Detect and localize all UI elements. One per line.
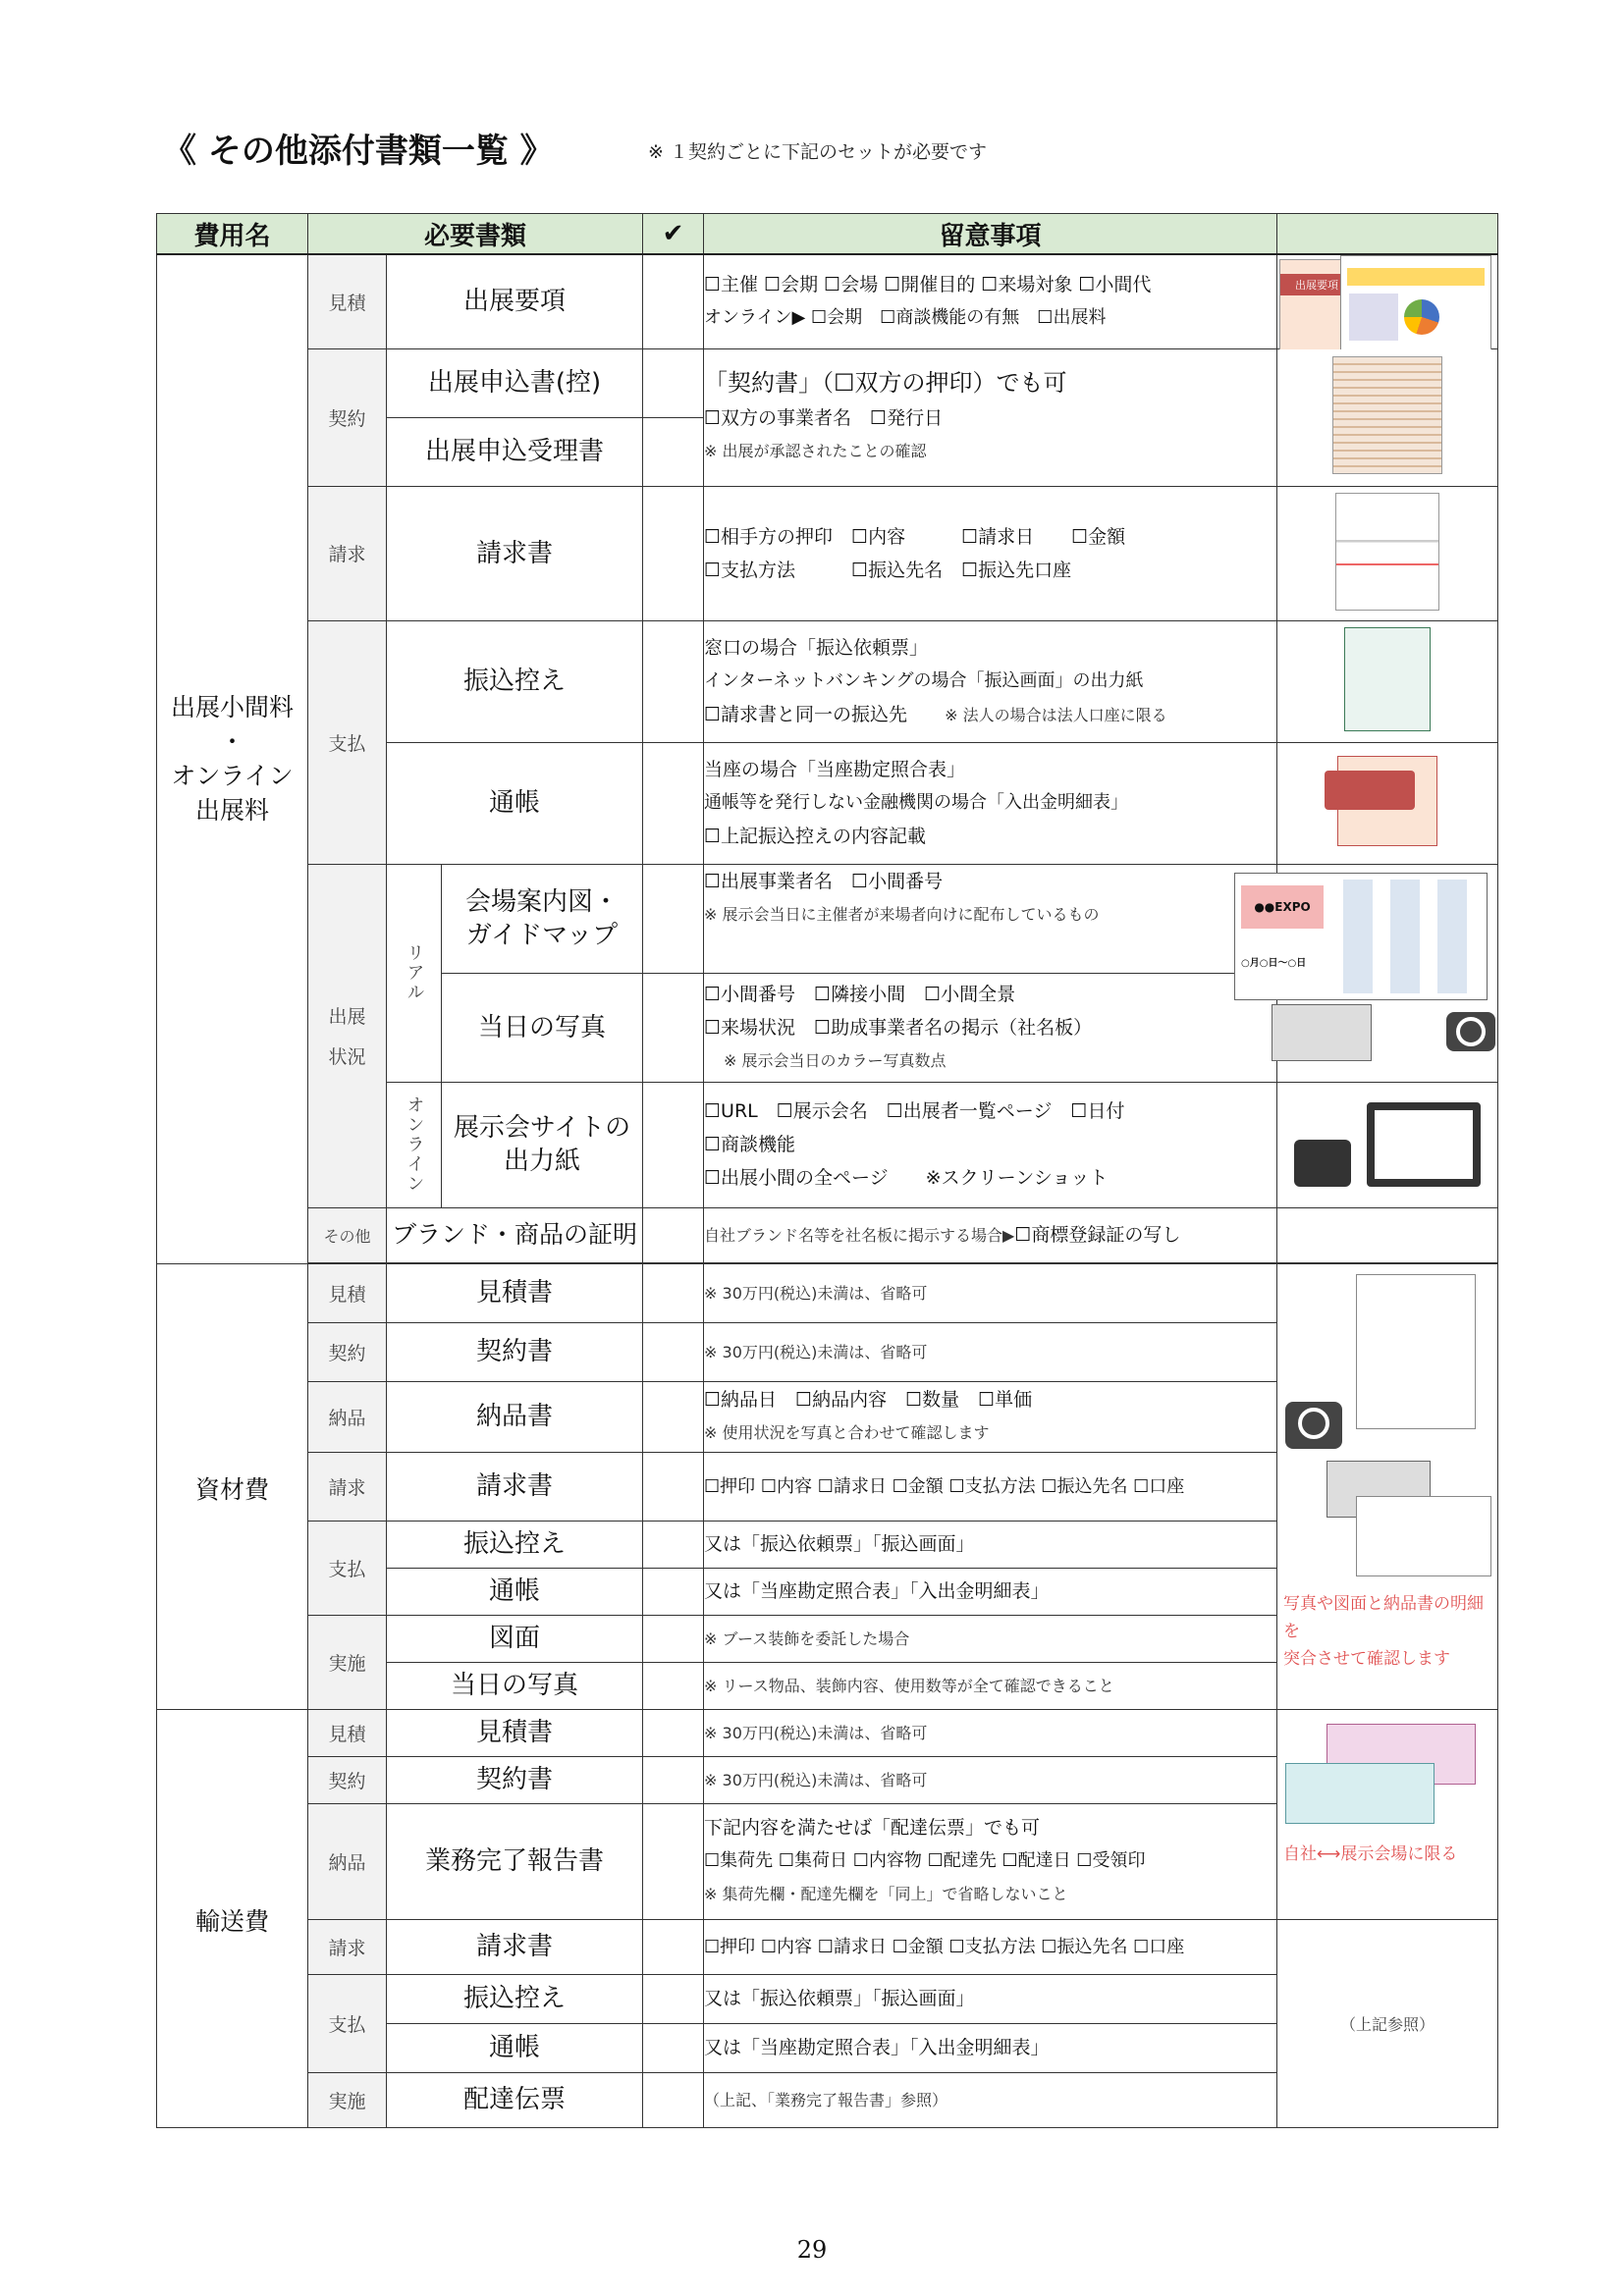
doc-name: 通帳 (387, 742, 643, 864)
table-row (157, 1919, 1498, 1974)
phase-sonota: その他 (308, 1207, 387, 1262)
check-cell[interactable] (643, 1756, 704, 1803)
delivery-note-image (1356, 1274, 1476, 1429)
image-cell (1277, 742, 1498, 864)
application-form-image (1332, 356, 1442, 474)
table-row (157, 1207, 1498, 1262)
doc-name: ブランド・商品の証明 (387, 1207, 643, 1262)
image-cell (1277, 1082, 1498, 1207)
memo-cell: 窓口の場合「振込依頼票」 インターネットバンキングの場合「振込画面」の出力紙 ☐請求書と同一の振込先 ※ 法人の場合は法人口座に限る (704, 620, 1277, 742)
phase-jisshi: 実施 (308, 2072, 387, 2127)
table-header (157, 214, 1498, 255)
phase-shutten: 出展 状況 (308, 864, 387, 1207)
check-cell[interactable] (643, 1521, 704, 1568)
image-cell (1277, 620, 1498, 742)
doc-name: 契約書 (387, 1322, 643, 1381)
invoice-image (1335, 493, 1439, 611)
check-cell[interactable] (643, 620, 704, 742)
check-cell[interactable] (643, 1709, 704, 1756)
doc-name: 見積書 (387, 1709, 643, 1756)
check-cell[interactable] (643, 1322, 704, 1381)
phase-jisshi: 実施 (308, 1615, 387, 1709)
memo-cell: ☐押印 ☐内容 ☐請求日 ☐金額 ☐支払方法 ☐振込先名 ☐口座 (704, 1452, 1277, 1521)
category-materials: 資材費 (157, 1263, 308, 1709)
check-cell[interactable] (643, 1207, 704, 1262)
phase-nohin: 納品 (308, 1803, 387, 1919)
memo-cell: ☐URL ☐展示会名 ☐出展者一覧ページ ☐日付 ☐商談機能 ☐出展小間の全ページ ※スクリーンショット (704, 1082, 1277, 1207)
memo-cell: 当座の場合「当座勘定照合表」 通帳等を発行しない金融機関の場合「入出金明細表」 ☐上記振込控えの内容記載 (704, 742, 1277, 864)
check-cell[interactable] (643, 1662, 704, 1709)
phase-seikyu: 請求 (308, 1452, 387, 1521)
phase-keiyaku: 契約 (308, 1756, 387, 1803)
phase-shiharai: 支払 (308, 1521, 387, 1615)
memo-cell: 又は「当座勘定照合表」「入出金明細表」 (704, 2023, 1277, 2072)
header-memo: 留意事項 (704, 214, 1277, 255)
memo-cell: 「契約書」（☐双方の押印）でも可 ☐双方の事業者名 ☐発行日 ※ 出展が承認されたことの確認 (704, 348, 1277, 486)
phase-seikyu: 請求 (308, 486, 387, 620)
doc-name: 業務完了報告書 (387, 1803, 643, 1919)
image-cell: （上記参照） (1277, 1919, 1498, 2127)
check-cell[interactable] (643, 2023, 704, 2072)
page-number: 29 (796, 2236, 828, 2264)
table-row (157, 620, 1498, 742)
check-cell[interactable] (643, 486, 704, 620)
doc-name: 当日の写真 (387, 1662, 643, 1709)
sub-online: オンライン (387, 1082, 442, 1207)
check-cell[interactable] (643, 417, 704, 486)
doc-name: 納品書 (387, 1381, 643, 1452)
doc-name: 請求書 (387, 486, 643, 620)
materials-image-note: 写真や図面と納品書の明細を 突合させて確認します (1283, 1593, 1485, 1669)
camera-icon (1285, 1402, 1342, 1449)
memo-cell: ☐押印 ☐内容 ☐請求日 ☐金額 ☐支払方法 ☐振込先名 ☐口座 (704, 1919, 1277, 1974)
table-row (157, 1709, 1498, 1756)
memo-cell: （上記、「業務完了報告書」参照） (704, 2072, 1277, 2127)
memo-cell: 又は「振込依頼票」「振込画面」 (704, 1974, 1277, 2023)
memo-cell: 自社ブランド名等を社名板に掲示する場合▶☐商標登録証の写し (704, 1207, 1277, 1262)
doc-name: 請求書 (387, 1919, 643, 1974)
table-row (157, 1263, 1498, 1322)
memo-cell: ☐納品日 ☐納品内容 ☐数量 ☐単価 ※ 使用状況を写真と合わせて確認します (704, 1381, 1277, 1452)
memo-cell: ☐小間番号 ☐隣接小間 ☐小間全景 ☐来場状況 ☐助成事業者名の掲示（社名板） ※ 展示会当日のカラー写真数点 (704, 973, 1277, 1082)
check-cell[interactable] (643, 1452, 704, 1521)
printer-icon (1294, 1140, 1351, 1187)
doc-name: 出展要項 (387, 254, 643, 348)
doc-name: 会場案内図・ ガイドマップ (442, 864, 643, 973)
doc-name: 契約書 (387, 1756, 643, 1803)
phase-nohin: 納品 (308, 1381, 387, 1452)
memo-cell: 下記内容を満たせば「配達伝票」でも可 ☐集荷先 ☐集荷日 ☐内容物 ☐配達先 ☐配達日 ☐受領印 ※ 集荷先欄・配達先欄を「同上」で省略しないこと (704, 1803, 1277, 1919)
transfer-slip-image (1344, 627, 1431, 731)
page-title: 《 その他添付書類一覧 》 (163, 132, 554, 171)
memo-cell: ※ ブース装飾を委託した場合 (704, 1615, 1277, 1662)
booth-photo-image (1272, 1004, 1372, 1061)
doc-name: 展示会サイトの 出力紙 (442, 1082, 643, 1207)
phase-keiyaku: 契約 (308, 348, 387, 486)
passbook-image (1337, 756, 1437, 846)
image-cell: 出展要項 (1277, 254, 1498, 348)
check-cell[interactable] (643, 1919, 704, 1974)
image-cell (1277, 1709, 1498, 1919)
documents-table (156, 213, 1498, 2128)
header-category: 費用名 (157, 214, 308, 255)
memo-cell: ☐主催 ☐会期 ☐会場 ☐開催目的 ☐来場対象 ☐小間代 オンライン▶ ☐会期 ☐商談機能の有無 ☐出展料 (704, 254, 1277, 348)
image-cell (1277, 1263, 1498, 1709)
check-cell[interactable] (643, 1082, 704, 1207)
doc-name: 通帳 (387, 2023, 643, 2072)
phase-seikyu: 請求 (308, 1919, 387, 1974)
check-cell[interactable] (643, 1381, 704, 1452)
memo-cell: ※ リース物品、装飾内容、使用数等が全て確認できること (704, 1662, 1277, 1709)
sub-real: リアル (387, 864, 442, 1082)
monitor-icon (1367, 1102, 1481, 1187)
memo-cell: ※ 30万円(税込)未満は、省略可 (704, 1756, 1277, 1803)
memo-cell: ※ 30万円(税込)未満は、省略可 (704, 1263, 1277, 1322)
table-row (157, 254, 1498, 348)
phase-shiharai: 支払 (308, 1974, 387, 2072)
memo-cell: 又は「当座勘定照合表」「入出金明細表」 (704, 1568, 1277, 1615)
doc-name: 振込控え (387, 1521, 643, 1568)
doc-name: 通帳 (387, 1568, 643, 1615)
memo-cell: ☐相手方の押印 ☐内容 ☐請求日 ☐金額 ☐支払方法 ☐振込先名 ☐振込先口座 (704, 486, 1277, 620)
image-cell (1277, 1207, 1498, 1262)
memo-cell: 又は「振込依頼票」「振込画面」 (704, 1521, 1277, 1568)
phase-mitsumori: 見積 (308, 1709, 387, 1756)
check-cell[interactable] (643, 254, 704, 348)
memo-cell: ☐出展事業者名 ☐小間番号 ※ 展示会当日に主催者が来場者向けに配布しているもの (704, 864, 1277, 973)
memo-cell: ※ 30万円(税込)未満は、省略可 (704, 1709, 1277, 1756)
phase-keiyaku: 契約 (308, 1322, 387, 1381)
header-docs: 必要書類 (308, 214, 643, 255)
check-cell[interactable] (643, 1615, 704, 1662)
header-check: ✔ (643, 214, 704, 255)
drawing-image (1356, 1496, 1491, 1576)
memo-cell: ※ 30万円(税込)未満は、省略可 (704, 1322, 1277, 1381)
doc-name: 振込控え (387, 620, 643, 742)
table-row (157, 864, 1498, 973)
doc-name: 図面 (387, 1615, 643, 1662)
doc-name: 出展申込書(控) (387, 348, 643, 417)
phase-mitsumori: 見積 (308, 254, 387, 348)
check-cell[interactable] (643, 864, 704, 973)
table-row (157, 486, 1498, 620)
doc-name: 請求書 (387, 1452, 643, 1521)
phase-shiharai: 支払 (308, 620, 387, 864)
category-booth: 出展小間料 ・ オンライン 出展料 (157, 254, 308, 1263)
shipping-image-note: 自社⟷展示会場に限る (1283, 1843, 1458, 1864)
image-cell (1277, 486, 1498, 620)
doc-name: 振込控え (387, 1974, 643, 2023)
doc-name: 配達伝票 (387, 2072, 643, 2127)
header-image (1277, 214, 1498, 255)
check-cell[interactable] (643, 1803, 704, 1919)
category-shipping: 輸送費 (157, 1709, 308, 2127)
check-cell[interactable] (643, 348, 704, 417)
check-cell[interactable] (643, 1974, 704, 2023)
image-cell (1241, 864, 1498, 1082)
check-cell[interactable] (643, 1263, 704, 1322)
table-row (157, 348, 1498, 417)
header-note: ※ １契約ごとに下記のセットが必要です (648, 141, 987, 163)
check-cell[interactable] (643, 742, 704, 864)
doc-name: 見積書 (387, 1263, 643, 1322)
image-cell (1277, 348, 1498, 486)
doc-name: 当日の写真 (442, 973, 643, 1082)
camera-icon (1446, 1012, 1495, 1051)
phase-mitsumori: 見積 (308, 1263, 387, 1322)
check-cell[interactable] (643, 973, 704, 1082)
venue-map-image: ●●EXPO ○月○日～○日 (1234, 873, 1488, 1000)
doc-name: 出展申込受理書 (387, 417, 643, 486)
check-cell[interactable] (643, 2072, 704, 2127)
check-cell[interactable] (643, 1568, 704, 1615)
